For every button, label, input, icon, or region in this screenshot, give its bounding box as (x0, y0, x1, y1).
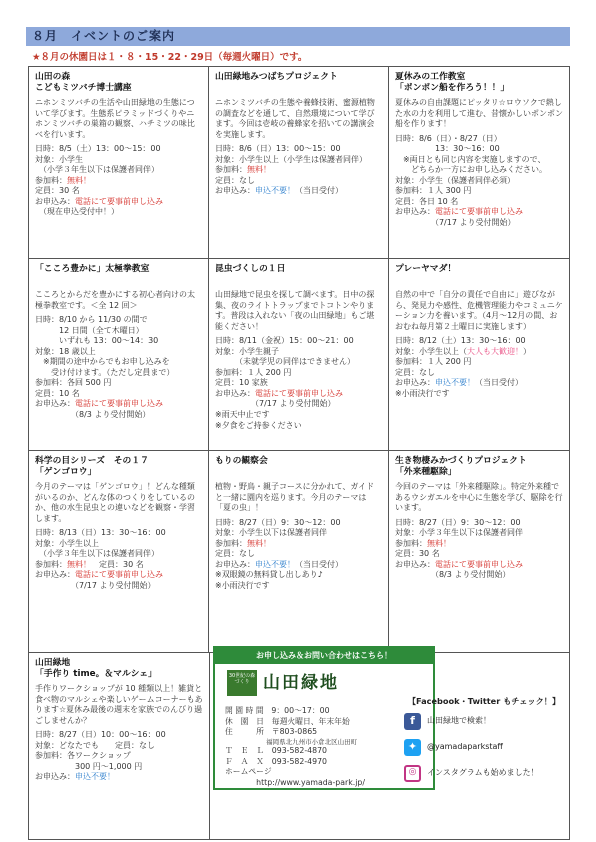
detail-text: 対象：小学生以上 (35, 538, 99, 548)
detail-text: お申込み： (394, 378, 435, 388)
event-title (215, 456, 382, 479)
event-detail-line (35, 539, 202, 550)
social-twitter[interactable] (404, 739, 564, 756)
event-detail-line (35, 378, 202, 389)
event-description: ニホンミツバチの生態や養蜂技術、蜜源植物の調査などを通して、自然環境について学びます。今回は壱岐の養蜂家を招いての講演会を実施します。 (214, 98, 375, 139)
event-title (395, 264, 563, 287)
park-logo (227, 670, 339, 696)
contact-line: Ｔ Ｅ Ｌ 093-582-4870 (225, 746, 328, 756)
event-detail-line (395, 176, 563, 187)
detail-highlight: 申込不要！ (254, 559, 295, 569)
detail-text: 参加料：１人 300 円 (394, 186, 472, 196)
event-title-line: 山田緑地みつばちプロジェクト (214, 72, 338, 82)
detail-text: 対象：18 歳以上 (35, 346, 96, 356)
detail-text: （当日受付） (474, 378, 523, 388)
event-detail-line (35, 165, 202, 176)
event-detail-line (35, 176, 202, 187)
social-title: 【Facebook・Twitter もチェック！】 (407, 696, 561, 706)
detail-text: 参加料： (214, 165, 247, 175)
detail-text: お申込み： (35, 196, 75, 206)
logo-text: 山田緑地 (263, 672, 339, 693)
event-detail-line (215, 186, 382, 197)
detail-text: お申込み： (35, 772, 75, 782)
event-row (29, 259, 569, 451)
event-card (209, 259, 389, 450)
detail-text: （7/17 より受付開始） (214, 399, 336, 409)
event-detail-line (35, 730, 203, 741)
detail-text: いずれも 13：00～14：30 (35, 336, 159, 346)
event-details (35, 528, 202, 591)
detail-text: 対象：どなたでも 定員：なし (35, 740, 155, 750)
detail-text: 定員：30 名 (394, 549, 440, 559)
event-detail-line (395, 389, 563, 400)
detail-text: 参加料：各ワークショップ (35, 751, 131, 761)
detail-text: お申込み： (394, 559, 435, 569)
event-title (35, 456, 202, 479)
detail-text: お申込み： (394, 207, 435, 217)
contact-line: Ｆ Ａ Ｘ 093-582-4970 (225, 756, 328, 766)
event-card (209, 451, 389, 652)
event-detail-line (35, 741, 203, 752)
event-detail-line (395, 218, 563, 229)
detail-text: お申込み： (214, 388, 255, 398)
detail-text: 参加料：各回 500 円 (35, 378, 112, 388)
event-card (389, 67, 569, 258)
event-title (35, 72, 202, 95)
detail-text: 受け付けます。（ただし定員まで） (35, 367, 175, 377)
event-detail-line (395, 560, 563, 571)
page-title: ８月 イベントのご案内 (32, 29, 176, 43)
detail-text: どちらか一方にお申し込みください。 (394, 165, 547, 175)
detail-text: お申込み： (214, 186, 255, 196)
event-detail-line (215, 165, 382, 176)
event-detail-line (215, 539, 382, 550)
detail-text: ） (522, 346, 531, 356)
event-detail-line (215, 570, 382, 581)
event-detail-line (395, 368, 563, 379)
detail-text: 対象：小学生（保護者同伴必須） (394, 175, 515, 185)
detail-text: 日時：8/11（金祝）15：00～21：00 (214, 336, 354, 346)
event-card (209, 67, 389, 258)
detail-highlight: 無料！ (246, 538, 271, 548)
detail-text: 定員：10 家族 (214, 378, 268, 388)
event-detail-line (215, 336, 382, 347)
detail-text: 13：30～16：00 (394, 144, 500, 154)
event-detail-line (395, 347, 563, 358)
event-detail-line (35, 357, 202, 368)
event-description: 今月のテーマは「ゲンゴロウ」！どんな種類がいるのか、どんな体のつくりをしているのか、他の水生昆虫との違いなどを観察・学習します。 (35, 482, 195, 523)
event-title-line: 山田緑地 (35, 658, 71, 668)
event-details (35, 730, 203, 783)
event-detail-line (215, 549, 382, 560)
event-title (395, 456, 563, 479)
event-detail-line (35, 326, 202, 337)
event-detail-line (35, 399, 202, 410)
detail-text: 日時：8/27（日）9：30～12：00 (394, 517, 521, 527)
detail-highlight: 無料！ (246, 165, 271, 175)
detail-highlight: 電話にて要事前申し込み (254, 388, 343, 398)
social-label: インスタグラムも始めました！ (427, 768, 539, 778)
facebook-icon: f (404, 713, 421, 730)
event-card (29, 67, 209, 258)
event-detail-line (215, 581, 382, 592)
event-card (29, 259, 209, 450)
event-detail-line (35, 751, 203, 762)
detail-text: 定員：なし (214, 175, 255, 185)
event-detail-line (35, 186, 202, 197)
event-title-line: 山田の森 (35, 72, 71, 82)
detail-text: （現在申込受付中！） (35, 207, 119, 217)
event-row (29, 451, 569, 653)
event-detail-line (215, 389, 382, 400)
event-title (35, 658, 203, 681)
instagram-icon: ◎ (404, 765, 421, 782)
event-detail-line (215, 368, 382, 379)
detail-text: 日時：8/10 から 11/30 の間で (35, 315, 148, 325)
detail-text: 日時：8/27（日）10：00～16：00 (35, 730, 166, 740)
detail-text: 参加料：１人 200 円 (394, 357, 472, 367)
detail-text: ※夕食をご持参ください (214, 420, 302, 430)
event-detail-line (35, 560, 202, 571)
holiday-notice: ★８月の休園日は１・８・15・22・29日（毎週火曜日）です。 (32, 52, 308, 63)
event-title-line: 夏休みの工作教室 (394, 72, 466, 82)
detail-text: （小学３年生以下は保護者同伴） (35, 549, 159, 559)
detail-text: 日時：8/5（土）13：00～15：00 (35, 144, 161, 154)
contact-line: 福岡県北九州市小倉北区山田町 (225, 737, 358, 746)
event-detail-line (35, 389, 202, 400)
event-row (29, 67, 569, 259)
event-description: 自然の中で「自分の責任で自由に」遊びながら、発見力や感性、危機管理能力やコミュニケーション力を養います。（4月～12月の間、おおむね毎月第２土曜日に実施します） (394, 290, 563, 331)
event-detail-line (35, 772, 203, 783)
event-description: 夏休みの自由課題にピッタリ☆ロウソクで熱した水の力を利用して進む、昔懐かしいポンポン船を作ります！ (394, 98, 563, 129)
event-detail-line (395, 549, 563, 560)
detail-text: 日時：8/27（日）9：30～12：00 (214, 517, 341, 527)
detail-text: 12 日間（全て木曜日） (35, 325, 144, 335)
event-description: 山田緑地で昆虫を探して調べます。日中の探集、夜のライトトラップまでトコトンやります。普段は入れない「夜の山田緑地」もご堪能ください！ (214, 290, 375, 331)
detail-text: 定員：なし (394, 367, 435, 377)
detail-text: （8/3 より受付開始） (394, 570, 511, 580)
event-title (215, 264, 382, 287)
event-details (395, 518, 563, 581)
detail-highlight: 電話にて要事前申し込み (75, 196, 163, 206)
event-detail-line (395, 528, 563, 539)
page-header (26, 27, 570, 46)
event-details (35, 315, 202, 420)
detail-text: 対象：小学生親子 (214, 346, 279, 356)
detail-text: （7/17 より受付開始） (394, 218, 516, 228)
event-detail-line (215, 528, 382, 539)
social-label: 山田緑地で検索！ (427, 716, 491, 726)
detail-text: 参加料： (394, 538, 427, 548)
detail-text: 日時：8/6（日）13：00～15：00 (214, 144, 341, 154)
contact-line: 休 園 日 毎週火曜日、年末年始 (225, 716, 350, 726)
detail-highlight: 申込不要！ (434, 378, 475, 388)
event-detail-line (215, 144, 382, 155)
event-detail-line (35, 347, 202, 358)
detail-text: お申込み： (214, 559, 255, 569)
detail-text: （小学３年生以下は保護者同伴） (35, 165, 159, 175)
event-detail-line (215, 560, 382, 571)
detail-text: （未就学児の同伴はできません） (214, 357, 355, 367)
social-label: @yamadaparkstaff (427, 742, 503, 752)
event-description: 植物・野鳥・親子コースに分かれて、ガイドと一緒に園内を巡ります。今月のテーマは「夏の虫」！ (214, 482, 375, 513)
detail-text: 日時：8/12（土）13：30～16：00 (394, 336, 526, 346)
event-card (29, 451, 209, 652)
logo-mark: 30世紀の森づくり (227, 670, 257, 696)
detail-text: お申込み： (35, 570, 75, 580)
event-detail-line (215, 357, 382, 368)
event-detail-line (395, 165, 563, 176)
event-detail-line (215, 155, 382, 166)
event-detail-line (395, 207, 563, 218)
detail-text: 参加料： (214, 538, 247, 548)
event-detail-line (395, 518, 563, 529)
event-title-line: 「ポンポン船を作ろう！！」 (394, 83, 510, 94)
detail-text: 対象：小学生以下は保護者同伴 (214, 528, 327, 538)
event-title (395, 72, 563, 95)
social-instagram[interactable] (404, 765, 564, 782)
event-title (35, 264, 202, 287)
detail-text: 対象：小学生以上（小学生は保護者同伴） (214, 154, 367, 164)
event-detail-line (215, 378, 382, 389)
detail-highlight: 申込不要！ (75, 772, 115, 782)
event-detail-line (395, 197, 563, 208)
detail-highlight: 電話にて要事前申し込み (75, 399, 163, 409)
detail-highlight: 大人も大歓迎！ (466, 346, 523, 356)
event-detail-line (215, 399, 382, 410)
event-detail-line (395, 186, 563, 197)
event-detail-line (395, 336, 563, 347)
event-detail-line (35, 549, 202, 560)
event-detail-line (395, 134, 563, 145)
event-detail-line (395, 378, 563, 389)
event-title-line: 「ゲンゴロウ」 (35, 467, 97, 478)
detail-text: 定員：各日 10 名 (394, 196, 459, 206)
detail-text: 参加料： (35, 175, 67, 185)
event-detail-line (215, 421, 382, 432)
event-title-line: 「手作り time。＆マルシェ」 (35, 669, 157, 680)
detail-text: 定員：30 名 (35, 186, 80, 196)
detail-highlight: 申込不要！ (254, 186, 295, 196)
detail-text: ※小雨決行です (214, 580, 270, 590)
detail-text: 日時：8/13（日）13：30～16：00 (35, 528, 166, 538)
contact-bar: お申し込み＆お問い合わせはこちら！ (215, 648, 433, 664)
event-detail-line (35, 528, 202, 539)
detail-text: （当日受付） (294, 559, 343, 569)
event-title (215, 72, 382, 95)
event-detail-line (215, 410, 382, 421)
event-details (215, 336, 382, 431)
event-detail-line (35, 410, 202, 421)
detail-text: （7/17 より受付開始） (35, 580, 156, 590)
event-detail-line (35, 762, 203, 773)
detail-text: 定員：なし (214, 549, 255, 559)
social-section (404, 696, 564, 791)
event-detail-line (35, 207, 202, 218)
event-detail-line (35, 197, 202, 208)
detail-highlight: 電話にて要事前申し込み (75, 570, 163, 580)
detail-highlight: 無料！ (426, 538, 451, 548)
event-title-line: 生き物棲みかづくりプロジェクト (394, 456, 527, 466)
event-title-line: こどもミツバチ博士講座 (35, 83, 132, 94)
event-card (389, 259, 569, 450)
detail-text: （当日受付） (294, 186, 343, 196)
event-card (29, 653, 210, 839)
detail-text: ※双眼鏡の無料貸し出しあり♪ (214, 570, 323, 580)
event-description: こころとからだを豊かにする初心者向けの太極拳教室です。＜全 12 回＞ (35, 290, 195, 310)
event-title-line: もりの観察会 (214, 456, 268, 466)
event-detail-line (395, 155, 563, 166)
event-detail-line (215, 518, 382, 529)
detail-text: 300 円～1,000 円 (35, 761, 143, 771)
event-title-line: 「こころ豊かに」太極拳教室 (35, 264, 150, 274)
event-detail-line (35, 581, 202, 592)
detail-text: 定員：10 名 (35, 388, 80, 398)
contact-line: 開 園 時 間 9：00～17：00 (225, 706, 330, 715)
event-title-line: プレーヤマダ！ (394, 264, 457, 274)
event-details (35, 144, 202, 218)
event-details (395, 336, 563, 399)
event-detail-line (215, 176, 382, 187)
event-detail-line (35, 336, 202, 347)
event-detail-line (395, 357, 563, 368)
detail-highlight: 電話にて要事前申し込み (434, 207, 523, 217)
event-detail-line (35, 570, 202, 581)
event-details (215, 518, 382, 592)
event-detail-line (35, 315, 202, 326)
detail-text: ※小雨決行です (394, 388, 450, 398)
contact-line: 住 所 〒803-0865 (225, 727, 318, 737)
contact-lines (225, 706, 365, 788)
detail-text: 対象：小学生 (35, 154, 83, 164)
event-detail-line (35, 155, 202, 166)
event-detail-line (215, 347, 382, 358)
event-description: 今回のテーマは「外来種駆除」。特定外来種であるウシガエルを中心に生態を学び、駆除を行います。 (394, 482, 563, 513)
detail-text: 対象：小学生以上（ (394, 346, 467, 356)
social-facebook[interactable] (404, 713, 564, 730)
event-title-line: 科学の目シリーズ その１７ (35, 456, 149, 466)
event-detail-line (35, 144, 202, 155)
contact-line: ホームページ (225, 767, 272, 777)
detail-text: 参加料：１人 200 円 (214, 367, 292, 377)
detail-text: お申込み： (35, 399, 75, 409)
event-description: 手作りワークショップが 10 種類以上！雑貨と食べ物のマルシェや楽しいゲームコーナーもあります☆夏休み最後の週末を家族でのんびり過ごしませんか？ (35, 684, 203, 725)
event-card (389, 451, 569, 652)
detail-text: ※雨天中止です (214, 410, 270, 420)
website-link[interactable]: http://www.yamada-park.jp/ (225, 777, 365, 787)
event-description: ニホンミツバチの生活や山田緑地の生態について学びます。生態系ピラミッドづくりやニホンミツバチの巣箱の観察、ハチミツの味比べを行います。 (35, 98, 195, 139)
event-detail-line (395, 539, 563, 550)
detail-text: 参加料： (35, 559, 67, 569)
event-details (215, 144, 382, 197)
event-details (395, 134, 563, 229)
event-title-line: 昆虫づくしの１日 (214, 264, 286, 274)
detail-text: ※両日とも同じ内容を実施しますので、 (394, 154, 546, 164)
event-detail-line (395, 570, 563, 581)
detail-text: 定員：30 名 (91, 559, 144, 569)
detail-highlight: 無料！ (67, 559, 91, 569)
event-title-line: 「外来種駆除」 (394, 467, 457, 478)
detail-text: 対象：小学３年生以下は保護者同伴 (394, 528, 523, 538)
event-detail-line (35, 368, 202, 379)
detail-text: 日時：8/6（日）・8/27（日） (394, 133, 502, 143)
contact-box (213, 646, 435, 790)
detail-text: （8/3 より受付開始） (35, 410, 151, 420)
event-detail-line (395, 144, 563, 155)
detail-highlight: 無料！ (67, 175, 91, 185)
detail-text: ※期間の途中からでもお申し込みを (35, 357, 170, 367)
detail-highlight: 電話にて要事前申し込み (434, 559, 523, 569)
twitter-icon: ✦ (404, 739, 421, 756)
